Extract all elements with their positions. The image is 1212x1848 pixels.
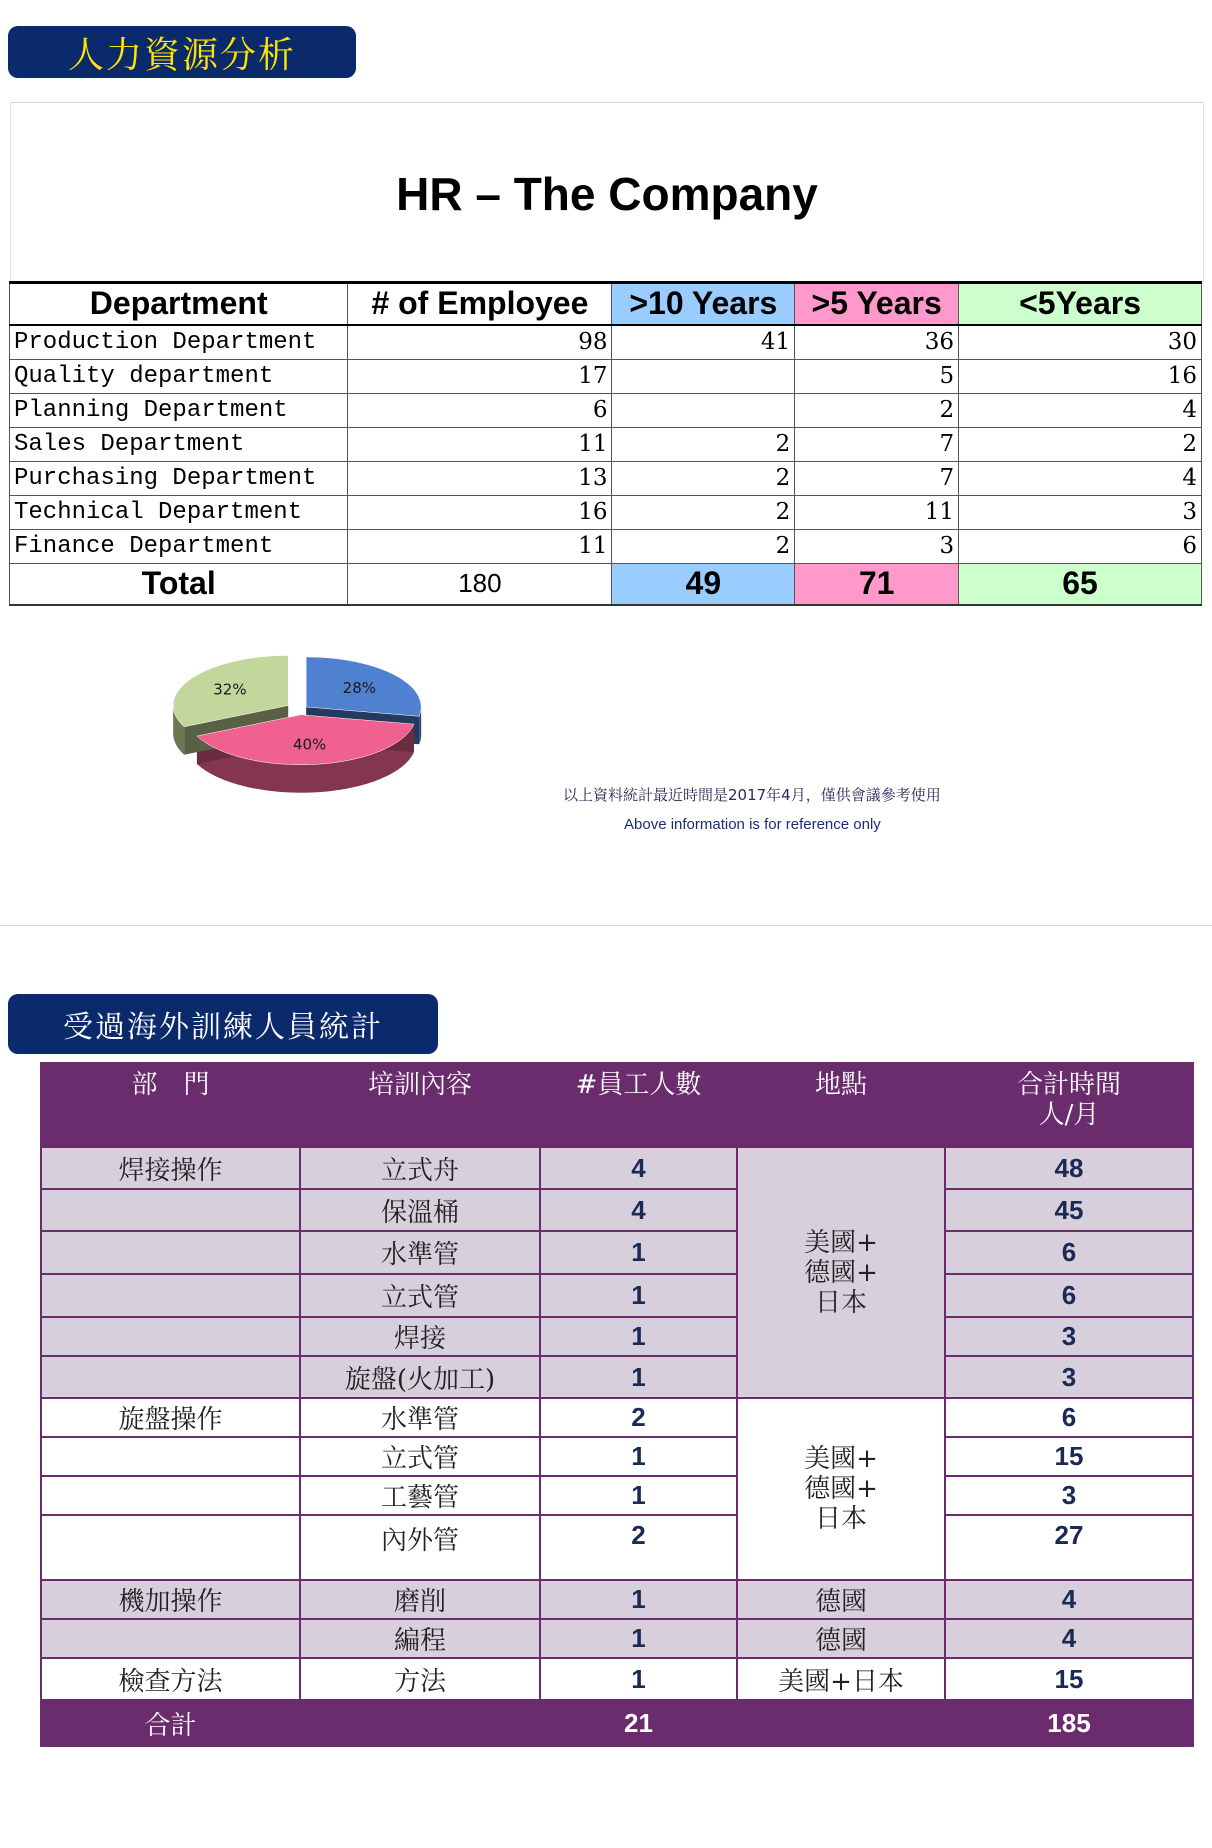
location-line: 德國+	[804, 1257, 878, 1288]
section-tab-title-2: 受過海外訓練人員統計	[63, 1010, 383, 1045]
training-cell-dept	[41, 1476, 300, 1515]
training-cell-content: 立式舟	[300, 1147, 540, 1189]
training-cell-hours: 4	[945, 1580, 1193, 1619]
training-cell-location-group	[737, 1398, 945, 1580]
training-total-label: 合計	[41, 1700, 300, 1746]
hr-cell-gt5: 7	[795, 427, 959, 461]
training-table	[40, 1062, 1194, 1747]
training-cell-count: 2	[540, 1515, 737, 1580]
hr-cell-gt5: 5	[795, 359, 959, 393]
note-chinese: 以上資料統計最近時間是2017年4月，僅供會議參考使用	[563, 786, 941, 804]
hr-cell-gt10: 2	[612, 427, 795, 461]
training-total-hours: 185	[945, 1700, 1193, 1746]
training-cell-content: 內外管	[300, 1515, 540, 1580]
col-header-count: #員工人數	[540, 1063, 737, 1147]
note-english: Above information is for reference only	[624, 816, 881, 833]
location-line: 日本	[814, 1287, 867, 1318]
col-header-lt5-years: <5Years	[959, 283, 1202, 325]
training-cell-dept	[41, 1231, 300, 1274]
total-employees: 180	[348, 563, 612, 605]
training-total-empty	[300, 1700, 540, 1746]
training-cell-dept	[41, 1189, 300, 1231]
training-cell-content: 旋盤(火加工)	[300, 1356, 540, 1398]
hr-cell-gt10: 2	[612, 529, 795, 563]
hr-cell-dept: Finance Department	[10, 529, 348, 563]
training-row	[41, 1231, 1193, 1274]
training-cell-hours: 15	[945, 1437, 1193, 1476]
training-cell-hours: 6	[945, 1231, 1193, 1274]
hr-cell-emp: 17	[348, 359, 612, 393]
training-row	[41, 1580, 1193, 1619]
training-cell-count: 1	[540, 1580, 737, 1619]
training-cell-dept	[41, 1356, 300, 1398]
hr-cell-gt5: 36	[795, 325, 959, 360]
seniority-pie-chart	[140, 640, 470, 830]
total-gt5: 71	[795, 563, 959, 605]
col-header-gt10-years: >10 Years	[612, 283, 795, 325]
hr-cell-emp: 13	[348, 461, 612, 495]
training-row	[41, 1274, 1193, 1317]
hr-cell-emp: 11	[348, 529, 612, 563]
hr-row	[10, 495, 1202, 529]
hr-cell-dept: Purchasing Department	[10, 461, 348, 495]
total-lt5: 65	[959, 563, 1202, 605]
hr-cell-dept: Production Department	[10, 325, 348, 360]
col-header-dept: 部 門	[41, 1063, 300, 1147]
training-cell-hours: 15	[945, 1658, 1193, 1700]
hr-cell-emp: 11	[348, 427, 612, 461]
pie-slice-label: 32%	[213, 680, 247, 699]
training-cell-dept	[41, 1274, 300, 1317]
hr-title-panel	[10, 102, 1204, 281]
training-cell-location: 德國	[737, 1580, 945, 1619]
training-cell-dept	[41, 1515, 300, 1580]
location-line: 德國+	[804, 1474, 878, 1504]
training-cell-content: 立式管	[300, 1437, 540, 1476]
training-cell-hours: 3	[945, 1356, 1193, 1398]
section-tab-overseas-training	[8, 994, 438, 1054]
training-cell-hours: 6	[945, 1398, 1193, 1437]
training-cell-content: 磨削	[300, 1580, 540, 1619]
training-total-row	[41, 1700, 1193, 1746]
hr-row	[10, 461, 1202, 495]
hr-cell-lt5: 2	[959, 427, 1202, 461]
hr-cell-dept: Sales Department	[10, 427, 348, 461]
total-label: Total	[10, 563, 348, 605]
training-cell-content: 編程	[300, 1619, 540, 1658]
training-cell-hours: 27	[945, 1515, 1193, 1580]
training-cell-count: 1	[540, 1274, 737, 1317]
hr-cell-dept: Planning Department	[10, 393, 348, 427]
training-row	[41, 1437, 1193, 1476]
training-cell-count: 4	[540, 1189, 737, 1231]
training-row	[41, 1317, 1193, 1356]
location-line: 美國+	[804, 1227, 878, 1258]
training-cell-hours: 4	[945, 1619, 1193, 1658]
training-cell-count: 1	[540, 1476, 737, 1515]
col-header-content: 培訓內容	[300, 1063, 540, 1147]
pie-chart-svg	[140, 640, 470, 830]
training-row	[41, 1398, 1193, 1437]
training-cell-hours: 45	[945, 1189, 1193, 1231]
hr-cell-dept: Technical Department	[10, 495, 348, 529]
section-tab-title: 人力資源分析	[67, 34, 296, 76]
col-header-gt5-years: >5 Years	[795, 283, 959, 325]
training-row	[41, 1356, 1193, 1398]
col-header-location: 地點	[737, 1063, 945, 1147]
hr-cell-gt10	[612, 359, 795, 393]
training-cell-dept	[41, 1317, 300, 1356]
hr-cell-lt5: 16	[959, 359, 1202, 393]
hr-row	[10, 359, 1202, 393]
col-header-hours	[945, 1063, 1193, 1147]
hr-cell-emp: 6	[348, 393, 612, 427]
training-cell-content: 工藝管	[300, 1476, 540, 1515]
hr-total-row	[10, 563, 1202, 605]
hr-cell-dept: Quality department	[10, 359, 348, 393]
training-cell-dept: 旋盤操作	[41, 1398, 300, 1437]
hr-table-title: HR – The Company	[396, 168, 818, 220]
section-tab-hr-analysis	[8, 26, 356, 78]
hr-header-row	[10, 283, 1202, 325]
section-divider	[0, 925, 1212, 926]
training-cell-count: 2	[540, 1398, 737, 1437]
training-cell-count: 1	[540, 1437, 737, 1476]
hr-cell-emp: 16	[348, 495, 612, 529]
hr-cell-gt10: 41	[612, 325, 795, 360]
hr-row	[10, 529, 1202, 563]
training-cell-count: 1	[540, 1231, 737, 1274]
training-cell-count: 1	[540, 1658, 737, 1700]
training-row	[41, 1619, 1193, 1658]
training-cell-dept: 焊接操作	[41, 1147, 300, 1189]
hr-cell-gt10	[612, 393, 795, 427]
hr-table	[9, 281, 1202, 606]
training-cell-location: 德國	[737, 1619, 945, 1658]
training-row	[41, 1658, 1193, 1700]
pie-slice-label: 28%	[342, 678, 377, 697]
training-cell-count: 1	[540, 1619, 737, 1658]
training-cell-hours: 48	[945, 1147, 1193, 1189]
hr-cell-gt5: 3	[795, 529, 959, 563]
location-line: 日本	[814, 1504, 867, 1534]
training-cell-dept	[41, 1437, 300, 1476]
training-cell-location-group	[737, 1147, 945, 1398]
hr-cell-gt10: 2	[612, 495, 795, 529]
training-cell-hours: 3	[945, 1317, 1193, 1356]
col-header-department: Department	[10, 283, 348, 325]
pie-slice-label: 40%	[292, 735, 327, 754]
training-cell-dept: 機加操作	[41, 1580, 300, 1619]
training-cell-count: 4	[540, 1147, 737, 1189]
training-total-empty-2	[737, 1700, 945, 1746]
hr-cell-lt5: 6	[959, 529, 1202, 563]
training-cell-count: 1	[540, 1317, 737, 1356]
hr-cell-lt5: 4	[959, 393, 1202, 427]
training-cell-hours: 6	[945, 1274, 1193, 1317]
hr-cell-gt5: 2	[795, 393, 959, 427]
hr-cell-gt10: 2	[612, 461, 795, 495]
hr-row	[10, 427, 1202, 461]
hr-row	[10, 393, 1202, 427]
training-cell-content: 立式管	[300, 1274, 540, 1317]
training-cell-count: 1	[540, 1356, 737, 1398]
hr-cell-gt5: 7	[795, 461, 959, 495]
training-row	[41, 1515, 1193, 1580]
total-gt10: 49	[612, 563, 795, 605]
training-cell-dept: 檢查方法	[41, 1658, 300, 1700]
hr-row	[10, 325, 1202, 360]
training-cell-dept	[41, 1619, 300, 1658]
training-total-count: 21	[540, 1700, 737, 1746]
col-header-hours-line1: 合計時間	[1016, 1070, 1121, 1100]
training-row	[41, 1189, 1193, 1231]
hr-cell-lt5: 4	[959, 461, 1202, 495]
training-cell-hours: 3	[945, 1476, 1193, 1515]
training-row	[41, 1147, 1193, 1189]
training-cell-content: 水準管	[300, 1398, 540, 1437]
hr-cell-gt5: 11	[795, 495, 959, 529]
hr-cell-lt5: 30	[959, 325, 1202, 360]
training-row	[41, 1476, 1193, 1515]
training-cell-content: 水準管	[300, 1231, 540, 1274]
training-header-row	[41, 1063, 1193, 1147]
location-line: 美國+	[804, 1444, 878, 1474]
training-cell-location: 美國+日本	[737, 1658, 945, 1700]
hr-cell-emp: 98	[348, 325, 612, 360]
col-header-employees: # of Employee	[348, 283, 612, 325]
training-cell-content: 焊接	[300, 1317, 540, 1356]
training-cell-content: 方法	[300, 1658, 540, 1700]
hr-cell-lt5: 3	[959, 495, 1202, 529]
training-cell-content: 保溫桶	[300, 1189, 540, 1231]
col-header-hours-line2: 人/月	[1038, 1100, 1100, 1130]
